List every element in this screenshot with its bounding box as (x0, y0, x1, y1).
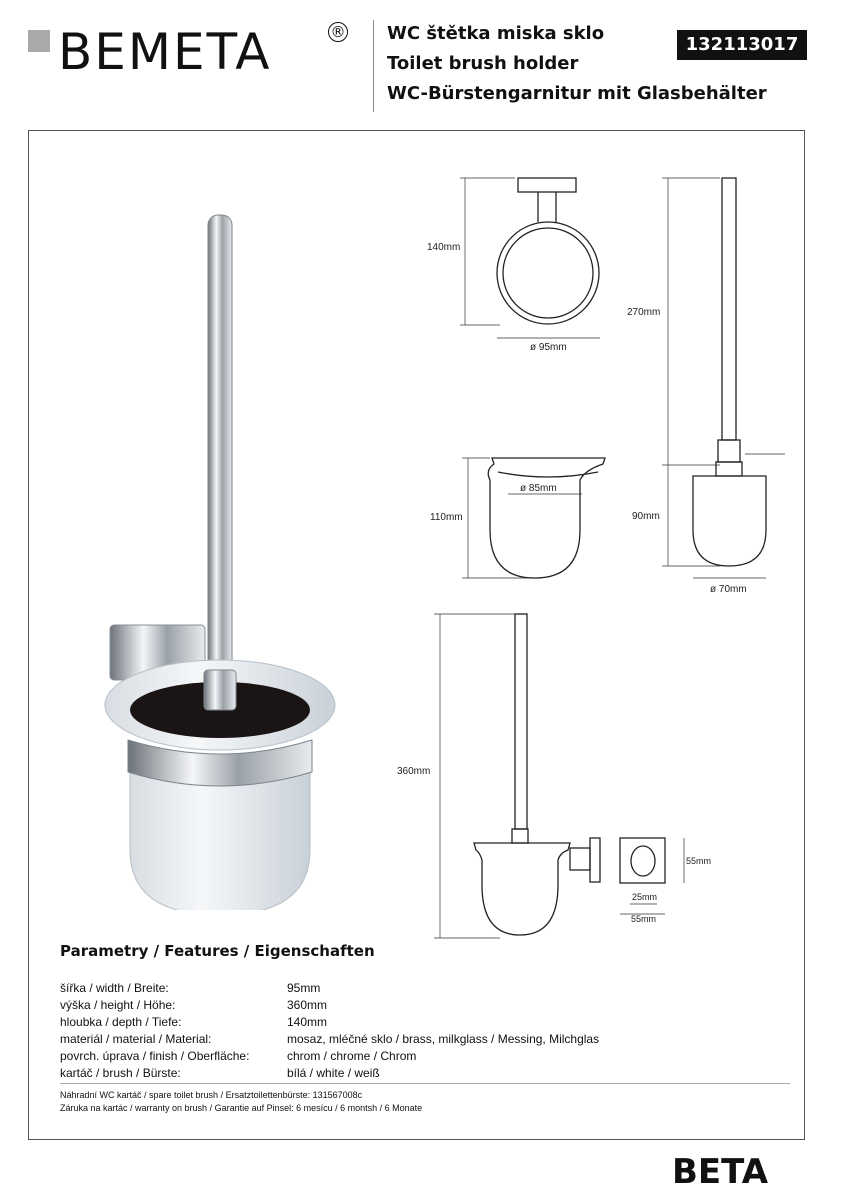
params-title: Parametry / Features / Eigenschaften (60, 942, 375, 960)
product-code-badge: 132113017 (677, 30, 807, 60)
param-label-width: šířka / width / Breite: (60, 981, 169, 995)
dim-bowl-height: 110mm (430, 512, 463, 523)
param-value-depth: 140mm (287, 1015, 328, 1029)
dim-total-height: 360mm (397, 766, 431, 777)
title-english: Toilet brush holder (387, 53, 579, 74)
dim-plate-width: 55mm (631, 914, 657, 924)
brand-name: BEMETA (58, 23, 272, 81)
param-value-brush: bílá / white / weiß (287, 1066, 380, 1080)
param-value-width: 95mm (287, 981, 321, 995)
title-german: WC-Bürstengarnitur mit Glasbehälter (387, 83, 767, 104)
dim-bowl-diameter: ø 85mm (520, 483, 557, 494)
series-name: BETA (672, 1152, 769, 1192)
param-label-depth: hloubka / depth / Tiefe: (60, 1015, 182, 1029)
param-value-height: 360mm (287, 998, 328, 1012)
param-label-height: výška / height / Höhe: (60, 998, 176, 1012)
param-value-material: mosaz, mléčné sklo / brass, milkglass / Messing, Milchglas (287, 1032, 600, 1046)
dim-plate-inner: 25mm (632, 892, 658, 902)
dim-ring-height: 140mm (427, 242, 461, 253)
param-label-material: materiál / material / Material: (60, 1032, 212, 1046)
registered-mark: ® (328, 22, 348, 42)
dim-brush-length: 270mm (627, 307, 661, 318)
note-warranty: Záruka na kartác / warranty on brush / Garantie auf Pinsel: 6 mesícu / 6 montsh / 6 Monate (60, 1103, 423, 1113)
dim-plate-height: 55mm (686, 856, 712, 866)
notes-separator (60, 1083, 790, 1084)
dim-ring-diameter: ø 95mm (530, 342, 567, 353)
dim-brush-head-height: 90mm (632, 511, 660, 522)
param-label-brush: kartáč / brush / Bürste: (60, 1066, 181, 1080)
param-value-finish: chrom / chrome / Chrom (287, 1049, 417, 1063)
note-spare-brush: Náhradní WC kartáč / spare toilet brush / Ersatztoilettenbürste: 131567008c (60, 1090, 363, 1100)
dim-brush-head-diameter: ø 70mm (710, 584, 747, 595)
param-label-finish: povrch. úprava / finish / Oberfläche: (60, 1049, 250, 1063)
title-czech: WC štětka miska sklo (387, 23, 605, 44)
